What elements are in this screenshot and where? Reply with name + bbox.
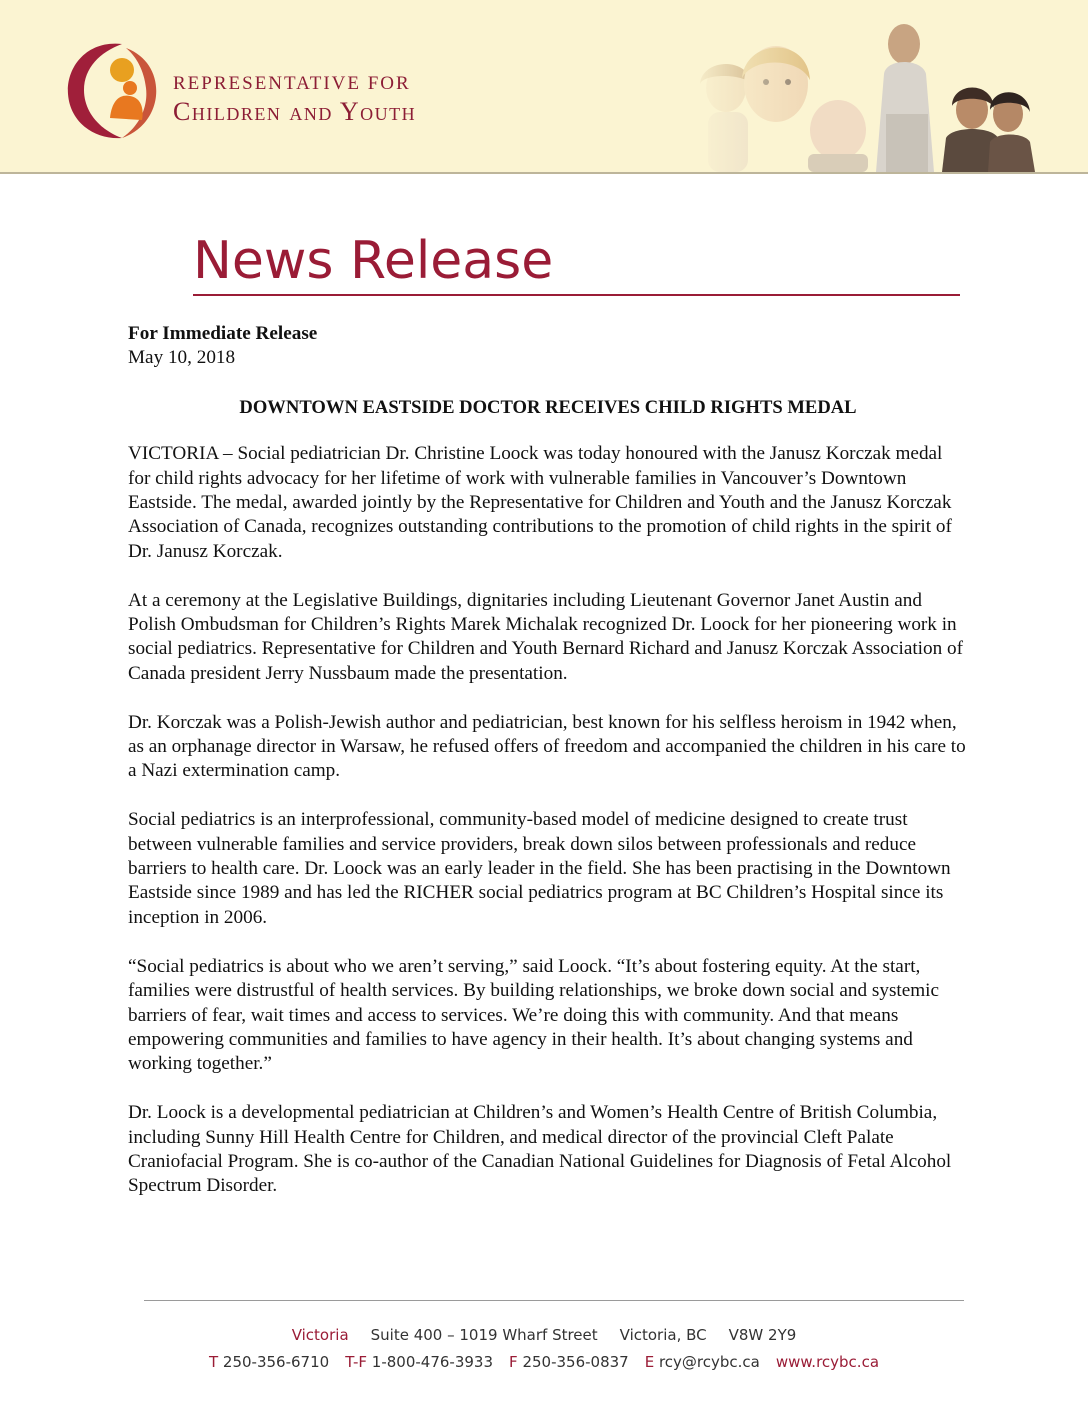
footer-tollfree: 1-800-476-3933	[371, 1353, 494, 1371]
footer-contacts	[0, 1353, 1088, 1371]
mother-child-logo-icon	[64, 38, 160, 142]
release-body	[128, 322, 968, 1223]
headline: DOWNTOWN EASTSIDE DOCTOR RECEIVES CHILD RIGHTS MEDAL	[239, 396, 857, 418]
title-divider	[193, 294, 960, 296]
paragraph: VICTORIA – Social pediatrician Dr. Christine Loock was today honoured with the Janusz Korczak medal for child rights advocacy for her lifetime of work with vulnerable families in Vancouver’s Downtown Eastside. The medal, awarded jointly by the Representative for Children and Youth and the Janusz Korczak Association of Canada, recognizes outstanding contributions to the promotion of child rights in the spirit of Dr. Janusz Korczak.	[128, 443, 952, 562]
org-name-line1: REPRESENTATIVE FOR	[173, 73, 411, 94]
paragraph: “Social pediatrics is about who we aren’t serving,” said Loock. “It’s about fostering equity. At the start, families were distrustful of health services. By building relationships, we broke down social and systemic barriers of fear, wait times and access to services. We’re doing this with community. And that means empowering communities and families to have agency in their health. It’s about changing systems and working together.”	[128, 955, 940, 1075]
footer-tel: 250-356-6710	[222, 1353, 330, 1371]
footer-postal: V8W 2Y9	[728, 1326, 797, 1344]
header-banner	[0, 0, 1088, 174]
footer-tel-label: T	[208, 1353, 219, 1371]
footer-website-link[interactable]: www.rcybc.ca	[775, 1353, 880, 1371]
paragraph: At a ceremony at the Legislative Buildings, dignitaries including Lieutenant Governor Janet Austin and Polish Ombudsman for Children’s Rights Marek Michalak recognized Dr. Loock for her pioneering work in social pediatrics. Representative for Children and Youth Bernard Richard and Janusz Korczak Association of Canada president Jerry Nussbaum made the presentation.	[128, 589, 963, 684]
footer-fax-label: F	[509, 1353, 518, 1371]
org-name-line2: Children and Youth	[173, 97, 417, 126]
release-date: May 10, 2018	[128, 347, 236, 369]
footer-city: Victoria	[291, 1326, 349, 1344]
page-title: News Release	[193, 231, 554, 291]
paragraph: Dr. Korczak was a Polish-Jewish author and pediatrician, best known for his selfless heroism in 1942 when, as an orphanage director in Warsaw, he refused offers of freedom and accompanied the children in his care to a Nazi extermination camp.	[128, 711, 966, 782]
release-label: For Immediate Release	[128, 323, 318, 344]
footer-email[interactable]: rcy@rcybc.ca	[658, 1353, 760, 1371]
footer-street: Suite 400 – 1019 Wharf Street	[370, 1326, 598, 1344]
children-photo-collage	[690, 14, 1035, 172]
footer-fax: 250-356-0837	[522, 1353, 629, 1371]
footer-tollfree-label: T-F	[345, 1353, 368, 1371]
footer-address	[0, 1326, 1088, 1344]
footer-email-label: E	[644, 1353, 655, 1371]
footer-divider	[144, 1300, 964, 1301]
org-name	[173, 72, 416, 128]
footer-city-prov: Victoria, BC	[619, 1326, 707, 1344]
paragraph: Dr. Loock is a developmental pediatrician at Children’s and Women’s Health Centre of British Columbia, including Sunny Hill Health Centre for Children, and medical director of the provincial Cleft Palate Craniofacial Program. She is co-author of the Canadian National Guidelines for Diagnosis of Fetal Alcohol Spectrum Disorder.	[128, 1102, 952, 1197]
paragraph: Social pediatrics is an interprofessional, community-based model of medicine designed to create trust between vulnerable families and service providers, break down silos between professionals and reduce barriers to health care. Dr. Loock was an early leader in the field. She has been practising in the Downtown Eastside since 1989 and has led the RICHER social pediatrics program at BC Children’s Hospital since its inception in 2006.	[128, 809, 951, 928]
